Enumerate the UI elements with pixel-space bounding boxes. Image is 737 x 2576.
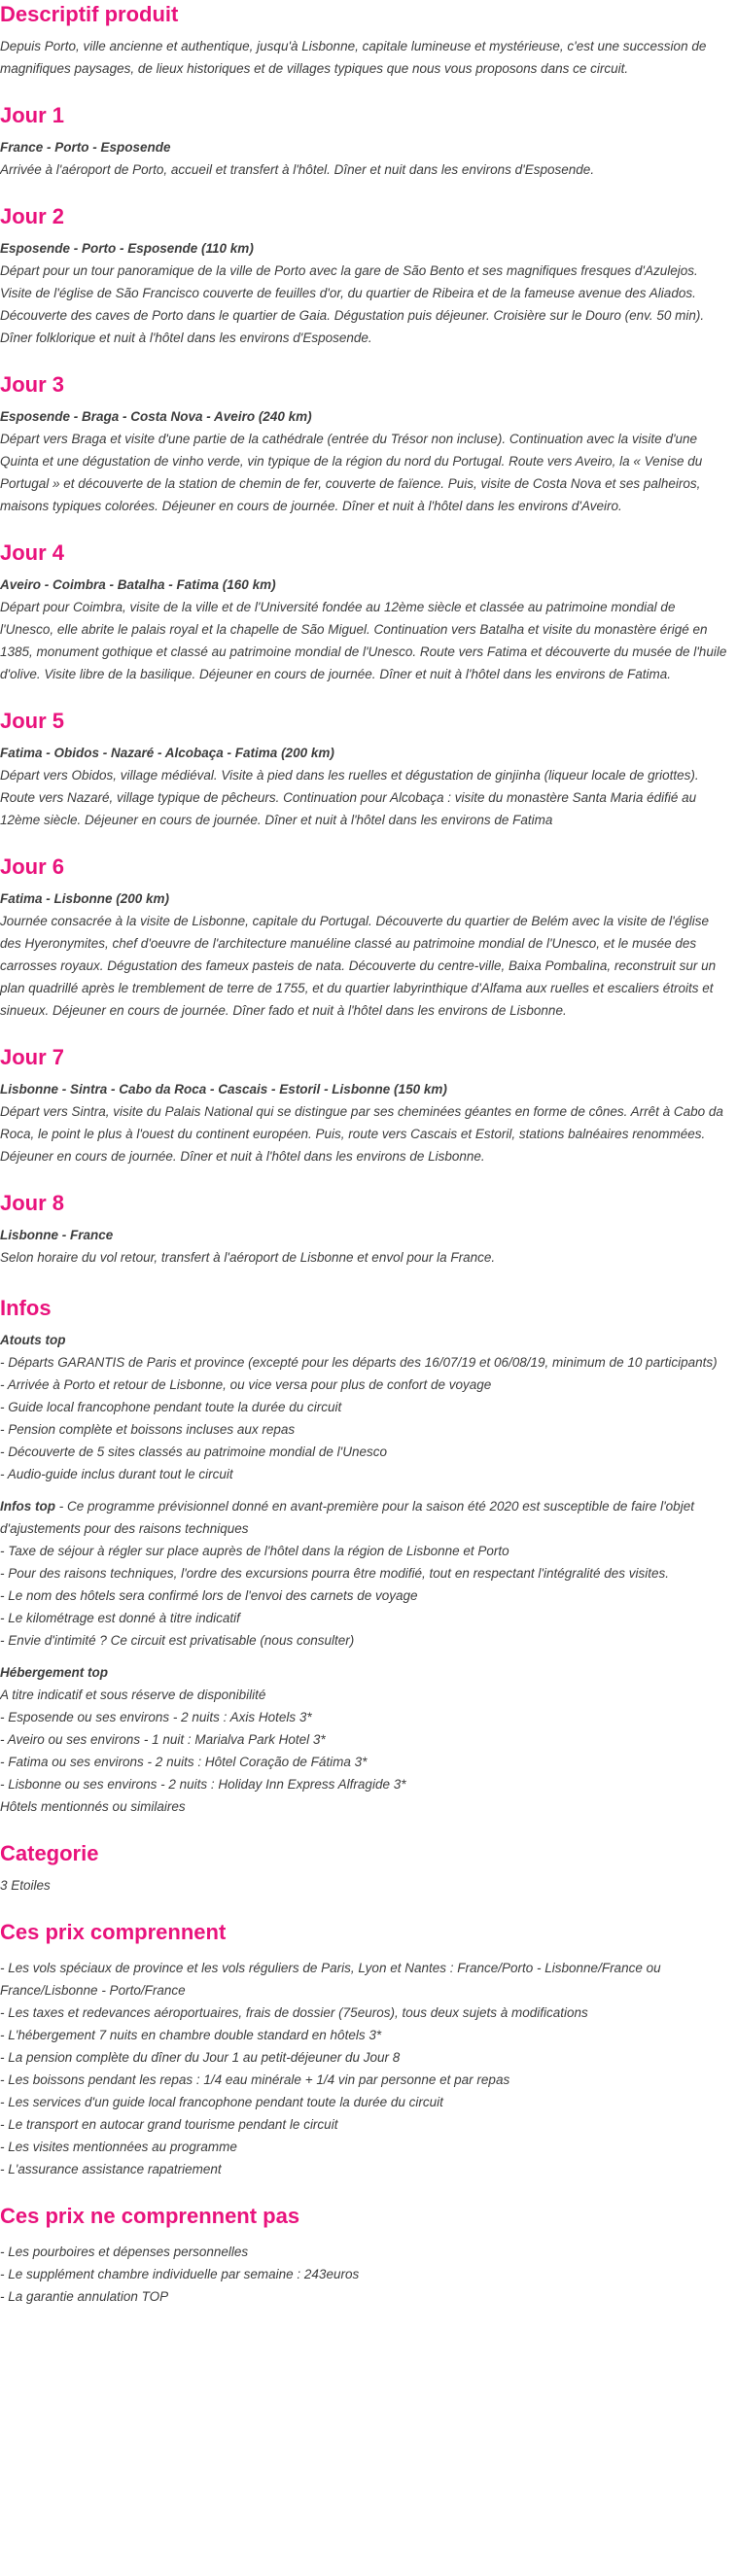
day-6-route: Fatima - Lisbonne (200 km) <box>0 891 170 906</box>
atouts-item: - Audio-guide inclus durant tout le circuit <box>0 1467 233 1481</box>
infos-top-item: - Envie d'intimité ? Ce circuit est privatisable (nous consulter) <box>0 1633 355 1648</box>
atouts-item: - Arrivée à Porto et retour de Lisbonne, ou vice versa pour plus de confort de voyage <box>0 1377 492 1392</box>
day-6-title: Jour 6 <box>0 854 65 879</box>
ne-comprennent-item: - Les pourboires et dépenses personnelles <box>0 2245 249 2259</box>
hebergement-heading: Hébergement top <box>0 1665 109 1680</box>
ne-comprennent-title: Ces prix ne comprennent pas <box>0 2204 300 2228</box>
hebergement-group <box>0 1661 727 1818</box>
day-5-text: Départ vers Obidos, village médiéval. Visite à pied dans les ruelles et dégustation de ginjinha (liqueur locale de griottes). Route vers Nazaré, village typique de pêcheurs. Continuation pour Alcobaça : visite du monastère Santa Maria édifié au 12ème siècle. Déjeuner en cours de journée. Dîner et nuit à l'hôtel dans les environs de Fatima <box>0 768 699 827</box>
day-7-text: Départ vers Sintra, visite du Palais National qui se distingue par ses cheminées géantes en forme de cônes. Arrêt à Cabo da Roca, le point le plus à l'ouest du continent européen. Puis, route vers Cascais et Estoril, stations balnéaires renommées. Déjeuner en cours de journée. Dîner et nuit à l'hôtel dans les environs de Lisbonne. <box>0 1104 723 1164</box>
comprennent-item: - L'assurance assistance rapatriement <box>0 2162 222 2176</box>
day-8-route: Lisbonne - France <box>0 1228 114 1242</box>
comprennent-section <box>0 1918 727 2180</box>
hebergement-item: A titre indicatif et sous réserve de disponibilité <box>0 1688 266 1702</box>
day-7-route: Lisbonne - Sintra - Cabo da Roca - Cascais - Estoril - Lisbonne (150 km) <box>0 1082 447 1097</box>
infos-top-item: - Le kilométrage est donné à titre indicatif <box>0 1611 240 1625</box>
day-2-section <box>0 202 727 349</box>
day-3-title: Jour 3 <box>0 372 65 397</box>
infos-top-intro: - Ce programme prévisionnel donné en avant-première pour la saison été 2020 est susceptible de faire l'objet d'ajustements pour des raisons techniques <box>0 1499 694 1536</box>
descriptif-section <box>0 0 727 80</box>
hebergement-item: - Fatima ou ses environs - 2 nuits : Hôtel Coração de Fátima 3* <box>0 1755 368 1769</box>
day-3-route: Esposende - Braga - Costa Nova - Aveiro (240 km) <box>0 409 312 424</box>
atouts-item: - Pension complète et boissons incluses aux repas <box>0 1422 296 1437</box>
atouts-item: - Guide local francophone pendant toute la durée du circuit <box>0 1400 342 1414</box>
atouts-item: - Départs GARANTIS de Paris et province (excepté pour les départs des 16/07/19 et 06/08/19, minimum de 10 participants) <box>0 1355 718 1370</box>
day-7-section <box>0 1043 727 1167</box>
infos-title: Infos <box>0 1296 52 1320</box>
descriptif-title: Descriptif produit <box>0 2 179 26</box>
infos-top-intro-line <box>0 1495 727 1540</box>
atouts-heading: Atouts top <box>0 1333 66 1347</box>
day-4-title: Jour 4 <box>0 540 65 565</box>
atouts-group <box>0 1329 727 1485</box>
day-7-title: Jour 7 <box>0 1045 65 1069</box>
ne-comprennent-section <box>0 2202 727 2308</box>
descriptif-text: Depuis Porto, ville ancienne et authentique, jusqu'à Lisbonne, capitale lumineuse et mystérieuse, c'est une succession de magnifiques paysages, de lieux historiques et de villages typiques que nous vous proposons dans ce circuit. <box>0 39 707 76</box>
day-6-section <box>0 853 727 1022</box>
categorie-value: 3 Etoiles <box>0 1878 51 1893</box>
ne-comprennent-item: - Le supplément chambre individuelle par semaine : 243euros <box>0 2267 360 2281</box>
comprennent-item: - Les services d'un guide local francophone pendant toute la durée du circuit <box>0 2095 443 2109</box>
comprennent-item: - Les visites mentionnées au programme <box>0 2140 237 2154</box>
day-5-route: Fatima - Obidos - Nazaré - Alcobaça - Fatima (200 km) <box>0 746 334 760</box>
infos-top-item: - Taxe de séjour à régler sur place auprès de l'hôtel dans la région de Lisbonne et Porto <box>0 1544 509 1558</box>
infos-top-item: - Le nom des hôtels sera confirmé lors de l'envoi des carnets de voyage <box>0 1588 418 1603</box>
day-2-text: Départ pour un tour panoramique de la ville de Porto avec la gare de São Bento et ses magnifiques fresques d'Azulejos. Visite de l'église de São Francisco couverte de feuilles d'or, du quartier de Ribeira et de la fameuse avenue des Aliados. Découverte des caves de Porto dans le quartier de Gaia. Dégustation puis déjeuner. Croisière sur le Douro (env. 50 min). Dîner folklorique et nuit à l'hôtel dans les environs d'Esposende. <box>0 263 705 345</box>
hebergement-item: - Esposende ou ses environs - 2 nuits : Axis Hotels 3* <box>0 1710 312 1724</box>
day-4-route: Aveiro - Coimbra - Batalha - Fatima (160 km) <box>0 577 276 592</box>
hebergement-item: Hôtels mentionnés ou similaires <box>0 1799 186 1814</box>
comprennent-item: - Les taxes et redevances aéroportuaires, frais de dossier (75euros), tous deux sujets à modifications <box>0 2005 588 2020</box>
day-8-text: Selon horaire du vol retour, transfert à l'aéroport de Lisbonne et envol pour la France. <box>0 1250 496 1265</box>
day-2-title: Jour 2 <box>0 204 65 228</box>
categorie-section <box>0 1839 727 1897</box>
day-6-text: Journée consacrée à la visite de Lisbonne, capitale du Portugal. Découverte du quartier de Belém avec la visite de l'église des Hyeronymites, chef d'oeuvre de l'architecture manuéline classé au patrimoine mondial de l'Unesco, et le musée des carrosses royaux. Dégustation des fameux pasteis de nata. Découverte du centre-ville, Baixa Pombalina, reconstruit sur un plan quadrillé après le tremblement de terre de 1755, et du quartier labyrinthique d'Alfama aux ruelles et escaliers étroits et sinueux. Déjeuner en cours de journée. Dîner fado et nuit à l'hôtel dans les environs de Lisbonne. <box>0 914 717 1018</box>
comprennent-item: - Les vols spéciaux de province et les vols réguliers de Paris, Lyon et Nantes : France/Porto - Lisbonne/France ou France/Lisbonne - Porto/France <box>0 1961 661 1998</box>
comprennent-item: - L'hébergement 7 nuits en chambre double standard en hôtels 3* <box>0 2028 382 2042</box>
comprennent-item: - Les boissons pendant les repas : 1/4 eau minérale + 1/4 vin par personne et par repas <box>0 2072 510 2087</box>
infos-top-item: - Pour des raisons techniques, l'ordre des excursions pourra être modifié, tout en respectant l'intégralité des visites. <box>0 1566 670 1581</box>
day-2-route: Esposende - Porto - Esposende (110 km) <box>0 241 254 256</box>
infos-top-group <box>0 1495 727 1652</box>
day-1-section <box>0 101 727 181</box>
infos-section <box>0 1294 727 1818</box>
categorie-title: Categorie <box>0 1841 99 1865</box>
day-3-section <box>0 370 727 517</box>
day-1-route: France - Porto - Esposende <box>0 140 171 155</box>
comprennent-title: Ces prix comprennent <box>0 1920 227 1944</box>
day-8-section <box>0 1189 727 1269</box>
day-5-section <box>0 707 727 831</box>
day-1-title: Jour 1 <box>0 103 65 127</box>
hebergement-item: - Lisbonne ou ses environs - 2 nuits : Holiday Inn Express Alfragide 3* <box>0 1777 406 1792</box>
day-5-title: Jour 5 <box>0 709 65 733</box>
atouts-item: - Découverte de 5 sites classés au patrimoine mondial de l'Unesco <box>0 1445 388 1459</box>
infos-top-heading: Infos top <box>0 1499 55 1514</box>
day-3-text: Départ vers Braga et visite d'une partie de la cathédrale (entrée du Trésor non incluse). Continuation avec la visite d'une Quinta et une dégustation de vinho verde, vin typique de la région du nord du Portugal. Route vers Aveiro, la « Venise du Portugal » et découverte de la station de chemin de fer, couverte de faïence. Puis, visite de Costa Nova et ses palheiros, maisons typiques colorées. Déjeuner en cours de journée. Dîner et nuit à l'hôtel dans les environs d'Aveiro. <box>0 432 703 513</box>
hebergement-item: - Aveiro ou ses environs - 1 nuit : Marialva Park Hotel 3* <box>0 1732 326 1747</box>
comprennent-item: - La pension complète du dîner du Jour 1 au petit-déjeuner du Jour 8 <box>0 2050 401 2065</box>
day-8-title: Jour 8 <box>0 1191 65 1215</box>
day-4-section <box>0 539 727 685</box>
ne-comprennent-item: - La garantie annulation TOP <box>0 2289 169 2304</box>
day-4-text: Départ pour Coimbra, visite de la ville et de l'Université fondée au 12ème siècle et classée au patrimoine mondial de l'Unesco, elle abrite le palais royal et la chapelle de São Miguel. Continuation vers Batalha et visite du monastère érigé en 1385, monument gothique et classé au patrimoine mondial de l'Unesco. Route vers Fatima et découverte du musée de l'huile d'olive. Visite libre de la basilique. Déjeuner en cours de journée. Dîner et nuit à l'hôtel dans les environs de Fatima. <box>0 600 727 681</box>
comprennent-item: - Le transport en autocar grand tourisme pendant le circuit <box>0 2117 338 2132</box>
day-1-text: Arrivée à l'aéroport de Porto, accueil et transfert à l'hôtel. Dîner et nuit dans les environs d'Esposende. <box>0 162 595 177</box>
